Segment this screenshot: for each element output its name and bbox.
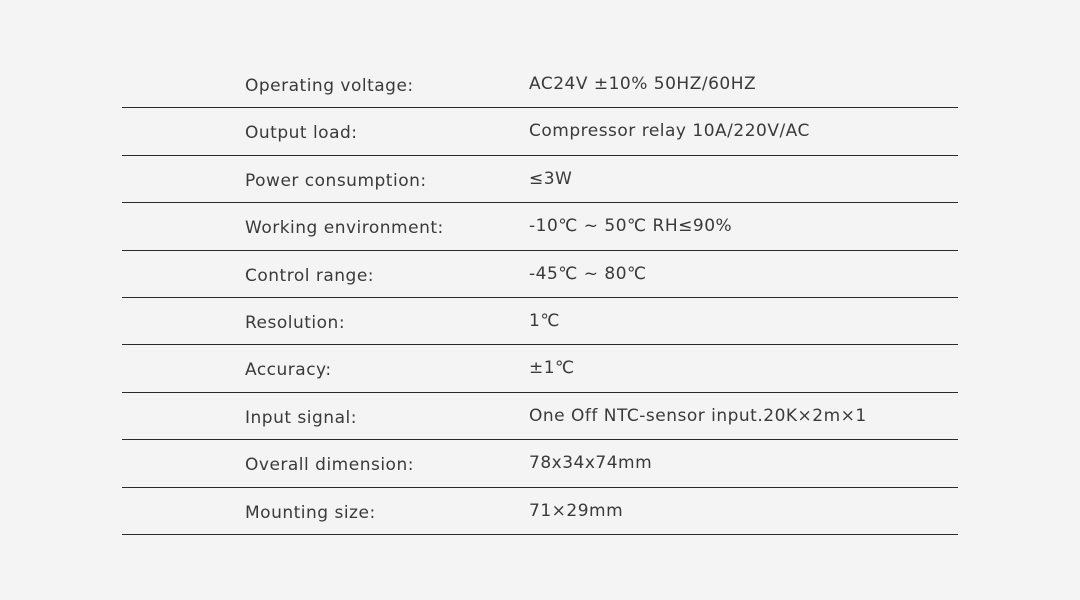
spec-row-resolution [122,298,958,345]
spec-row-working-environment [122,203,958,250]
spec-row-overall-dimension [122,440,958,487]
spec-value: 71×29mm [529,500,624,521]
spec-label: Power consumption: [245,170,427,191]
spec-row-accuracy [122,345,958,392]
spec-value: Compressor relay 10A/220V/AC [529,121,810,142]
spec-row-output-load [122,108,958,155]
spec-value: 1℃ [529,310,560,331]
spec-value: 78x34x74mm [529,453,653,474]
spec-label: Working environment: [245,218,444,239]
spec-label: Accuracy: [245,360,332,381]
spec-row-input-signal [122,393,958,440]
spec-value: ±1℃ [529,358,575,379]
spec-row-power-consumption [122,156,958,203]
spec-row-mounting-size [122,488,958,535]
spec-value: ≤3W [529,168,573,189]
spec-label: Overall dimension: [245,455,414,476]
spec-label: Mounting size: [245,502,376,523]
spec-label: Control range: [245,265,375,286]
spec-row-operating-voltage [122,61,958,108]
spec-label: Resolution: [245,312,346,333]
spec-table [122,61,958,535]
spec-value: AC24V ±10% 50HZ/60HZ [529,74,757,94]
spec-row-control-range [122,251,958,298]
spec-value: -10℃ ~ 50℃ RH≤90% [529,216,733,237]
spec-label: Input signal: [245,407,357,428]
spec-value: One Off NTC-sensor input.20K×2m×1 [529,405,867,426]
spec-label: Operating voltage: [245,76,414,96]
spec-label: Output load: [245,123,358,144]
spec-value: -45℃ ~ 80℃ [529,263,647,284]
